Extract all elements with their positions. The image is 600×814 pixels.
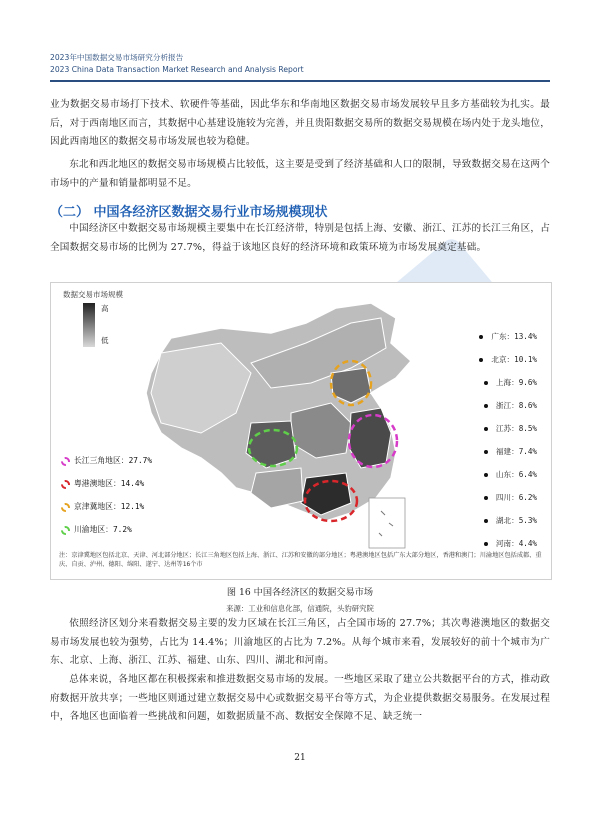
region-southwest bbox=[251, 468, 303, 508]
legend-title: 数据交易市场规模 bbox=[63, 290, 123, 299]
province-label: 广东：13.4% bbox=[491, 332, 537, 341]
province-entry bbox=[484, 492, 537, 503]
south-china-sea-inset bbox=[369, 498, 405, 548]
paragraph-4: 依照经济区划分来看数据交易主要的发力区域在长江三角区，占全国市场的 27.7%；其次粤港澳地区的数据交易市场发展也较为强势，占比为 14.4%；川渝地区的占比为 7.2%。从每个城市来看，发展较好的前十个城市为广东、北京、上海、浙江、江苏、福建、山东、四川、湖北和河南。 bbox=[50, 618, 550, 667]
province-entry bbox=[484, 538, 537, 549]
bullet-icon bbox=[484, 381, 488, 385]
province-entry bbox=[484, 446, 537, 457]
bullet-icon bbox=[484, 542, 488, 546]
legend-high: 高 bbox=[101, 304, 109, 313]
paragraph-3: 中国经济区中数据交易市场规模主要集中在长江经济带，特别是包括上海、安徽、浙江、江苏的长江三角区，占全国数据交易市场的比例为 27.7%，得益于该地区良好的经济环境和政策环境为市场发展奠定基础。 bbox=[50, 223, 550, 253]
region-label: 川渝地区：7.2% bbox=[74, 525, 132, 534]
province-label: 湖北：5.3% bbox=[495, 516, 537, 525]
figure-caption: 图 16 中国各经济区的数据交易市场 bbox=[226, 587, 374, 598]
figure-source: 来源：工业和信息化部，信通院，头豹研究院 bbox=[226, 604, 374, 613]
province-entry bbox=[479, 331, 537, 342]
bullet-icon bbox=[479, 335, 483, 339]
paragraph-5: 总体来说，各地区都在积极探索和推进数据交易市场的发展。一些地区采取了建立公共数据平台的方式，推动政府数据开放共享；一些地区则通过建立数据交易中心或数据交易平台等方式，为企业提供数据交易服务。在发展过程中，各地区也面临着一些挑战和问题，如数据质量不高、数据安全保障不足、缺乏统一 bbox=[50, 674, 550, 723]
figure-map bbox=[50, 282, 552, 580]
section-title: （二） 中国各经济区数据交易行业市场规模现状 bbox=[50, 205, 328, 220]
province-entry bbox=[484, 469, 537, 480]
region-legend-entry bbox=[61, 455, 152, 466]
province-entry bbox=[484, 423, 537, 434]
region-ring-icon bbox=[61, 526, 70, 535]
region-legend-entry bbox=[61, 524, 132, 535]
region-label: 粤港澳地区：14.4% bbox=[74, 479, 145, 488]
bullet-icon bbox=[484, 496, 488, 500]
paragraph-2: 东北和西北地区的数据交易市场规模占比较低，这主要是受到了经济基础和人口的限制，导致数据交易在这两个市场中的产量和销量都明显不足。 bbox=[50, 159, 550, 189]
province-entry bbox=[484, 515, 537, 526]
region-east bbox=[349, 408, 391, 468]
region-label: 长江三角地区：27.7% bbox=[74, 456, 153, 465]
province-label: 北京：10.1% bbox=[491, 355, 537, 364]
figure-note: 注：京津冀地区包括北京、天津、河北部分地区；长江三角地区包括上海、浙江、江苏和安徽的部分地区；粤港澳地区包括广东大部分地区，香港和澳门；川渝地区包括成都、重庆、自贡、泸州、德阳、绵阳、遂宁、达州等16个市 bbox=[59, 552, 542, 568]
header-title-en: 2023 China Data Transaction Market Research and Analysis Report bbox=[50, 65, 304, 74]
province-label: 浙江：8.6% bbox=[495, 401, 537, 410]
province-entry bbox=[484, 400, 537, 411]
bullet-icon bbox=[484, 519, 488, 523]
region-ring-icon bbox=[61, 503, 70, 512]
bullet-icon bbox=[479, 358, 483, 362]
header-divider bbox=[50, 80, 550, 82]
running-header bbox=[50, 52, 304, 76]
region-ring-icon bbox=[61, 457, 70, 466]
legend-low: 低 bbox=[101, 336, 109, 345]
bullet-icon bbox=[484, 450, 488, 454]
page-number: 21 bbox=[294, 753, 306, 763]
province-label: 山东：6.4% bbox=[495, 470, 537, 479]
province-label: 四川：6.2% bbox=[495, 493, 537, 502]
province-label: 福建：7.4% bbox=[495, 447, 537, 456]
region-label: 京津冀地区：12.1% bbox=[74, 502, 145, 511]
bullet-icon bbox=[484, 427, 488, 431]
region-legend-entry bbox=[61, 478, 144, 489]
province-entry bbox=[479, 354, 537, 365]
paragraph-1: 业为数据交易市场打下技术、软硬件等基础，因此华东和华南地区数据交易市场发展较早且多方基础较为扎实。最后，对于西南地区而言，其数据中心基建设施较为完善，并且贵阳数据交易所的数据交易规模在场内处于龙头地位，因此西南地区的数据交易市场发展也较为稳健。 bbox=[50, 99, 550, 148]
province-label: 江苏：8.5% bbox=[495, 424, 537, 433]
bullet-icon bbox=[484, 473, 488, 477]
region-legend-entry bbox=[61, 501, 144, 512]
bullet-icon bbox=[484, 404, 488, 408]
province-label: 河南：4.4% bbox=[495, 539, 537, 548]
region-ring-icon bbox=[61, 480, 70, 489]
province-label: 上海：9.6% bbox=[495, 378, 537, 387]
province-entry bbox=[484, 377, 537, 388]
header-title-cn: 2023年中国数据交易市场研究分析报告 bbox=[50, 53, 184, 62]
